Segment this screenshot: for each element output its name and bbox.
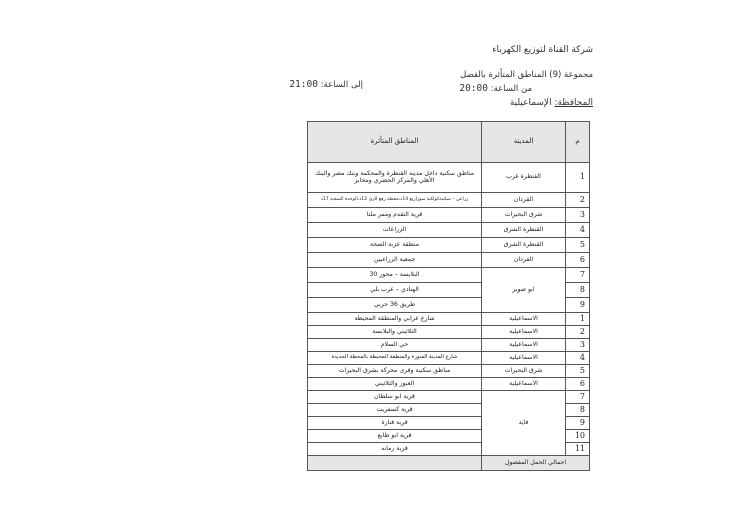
row-city: شرق البحيرات [482, 208, 566, 223]
row-num: 10 [566, 430, 590, 443]
row-num: 11 [566, 443, 590, 456]
governorate-value: الإسماعيلية [509, 98, 552, 108]
row-area: مناطق سكنية داخل مدينة القنطرة والمحكمة وبنك مصر والبنك الأهلي والمركز الحضري ومخابز [308, 163, 482, 193]
row-area: طريق 36 حربي [308, 298, 482, 313]
row-num: 9 [566, 298, 590, 313]
row-area: جمعية الزراعيين [308, 253, 482, 268]
row-city: الاسماعيلية [482, 339, 566, 352]
row-area: منطقة عزبة الصحة [308, 238, 482, 253]
to-time-value: 21:00 [289, 79, 318, 90]
table-row [308, 391, 590, 404]
company-name: شركة القناة لتوزيع الكهرباء [492, 45, 593, 55]
header-num: م [566, 122, 590, 163]
total-label: اجمالي الحمل المفصول [482, 456, 590, 471]
row-area: الزراعات [308, 223, 482, 238]
row-num: 1 [566, 163, 590, 193]
from-time-line [459, 83, 532, 94]
table-header-row [308, 122, 590, 163]
header-areas: المناطق المتأثرة [308, 122, 482, 163]
row-city: ابو صوير [482, 268, 566, 313]
row-num: 3 [566, 339, 590, 352]
governorate-label: المحافظة: [554, 98, 593, 108]
table-row [308, 223, 590, 238]
affected-areas-table [307, 121, 590, 471]
table-row [308, 365, 590, 378]
to-time-line [289, 79, 363, 90]
row-num: 7 [566, 268, 590, 283]
row-city: القردان [482, 193, 566, 208]
row-area: العبور والثلاثيني [308, 378, 482, 391]
row-num: 7 [566, 391, 590, 404]
table-row [308, 253, 590, 268]
row-area: شارع المدينة المنورة والمنطقة المحيطة بالمحطة الجديدة [308, 352, 482, 365]
table-row [308, 238, 590, 253]
row-num: 6 [566, 253, 590, 268]
row-num: 2 [566, 193, 590, 208]
row-area: مناطق سكنية وقرى محركة بشرق البحيرات [308, 365, 482, 378]
to-time-label: إلى الساعة: [320, 80, 363, 90]
total-row [308, 456, 590, 471]
row-area: قرية رمانه [308, 443, 482, 456]
row-city: القنطرة غرب [482, 163, 566, 193]
row-num: 6 [566, 378, 590, 391]
row-area: البلايسة – محور 30 [308, 268, 482, 283]
row-city: الاسماعيلية [482, 352, 566, 365]
row-area: قرية ابو سلطان [308, 391, 482, 404]
row-num: 4 [566, 352, 590, 365]
row-area: قرية كسفريت [308, 404, 482, 417]
header-city: المدينة [482, 122, 566, 163]
row-area: شارع عرابي والمنطقة المحيطة [308, 313, 482, 326]
row-num: 9 [566, 417, 590, 430]
table-row [308, 193, 590, 208]
row-area: زراعي – سكنيةكولكية سوزاريع 14د،محطة رفع الري 12د،الوحدة الصحية 17د [308, 193, 482, 208]
row-city: شرق البحيرات [482, 365, 566, 378]
row-area: الهنادي – عرب بلي [308, 283, 482, 298]
from-time-value: 20:00 [459, 83, 488, 94]
row-area: حي السلام [308, 339, 482, 352]
governorate-line [510, 98, 593, 108]
table-row [308, 163, 590, 193]
row-num: 3 [566, 208, 590, 223]
group-title: مجموعة (9) المناطق المتأثرة بالفصل [460, 70, 593, 80]
table-row [308, 208, 590, 223]
row-area: قرية ابو طابع [308, 430, 482, 443]
row-num: 4 [566, 223, 590, 238]
row-num: 1 [566, 313, 590, 326]
row-num: 5 [566, 365, 590, 378]
row-city: فايد [482, 391, 566, 456]
row-num: 8 [566, 404, 590, 417]
table-row [308, 378, 590, 391]
row-num: 5 [566, 238, 590, 253]
row-area: الثلاثيني والبلابسة [308, 326, 482, 339]
row-city: الاسماعيلية [482, 378, 566, 391]
table-row [308, 352, 590, 365]
row-city: الاسماعيلية [482, 326, 566, 339]
total-value [308, 456, 482, 471]
row-city: القنطرة الشرق [482, 238, 566, 253]
from-time-label: من الساعة: [490, 84, 532, 94]
row-city: القردان [482, 253, 566, 268]
row-num: 2 [566, 326, 590, 339]
table-row [308, 268, 590, 283]
row-city: القنطرة الشرق [482, 223, 566, 238]
table-row [308, 339, 590, 352]
row-area: قرية التقدم وممر ملتا [308, 208, 482, 223]
row-num: 8 [566, 283, 590, 298]
table-row [308, 313, 590, 326]
row-city: الاسماعيلية [482, 313, 566, 326]
table-row [308, 326, 590, 339]
row-area: قرية فنارة [308, 417, 482, 430]
